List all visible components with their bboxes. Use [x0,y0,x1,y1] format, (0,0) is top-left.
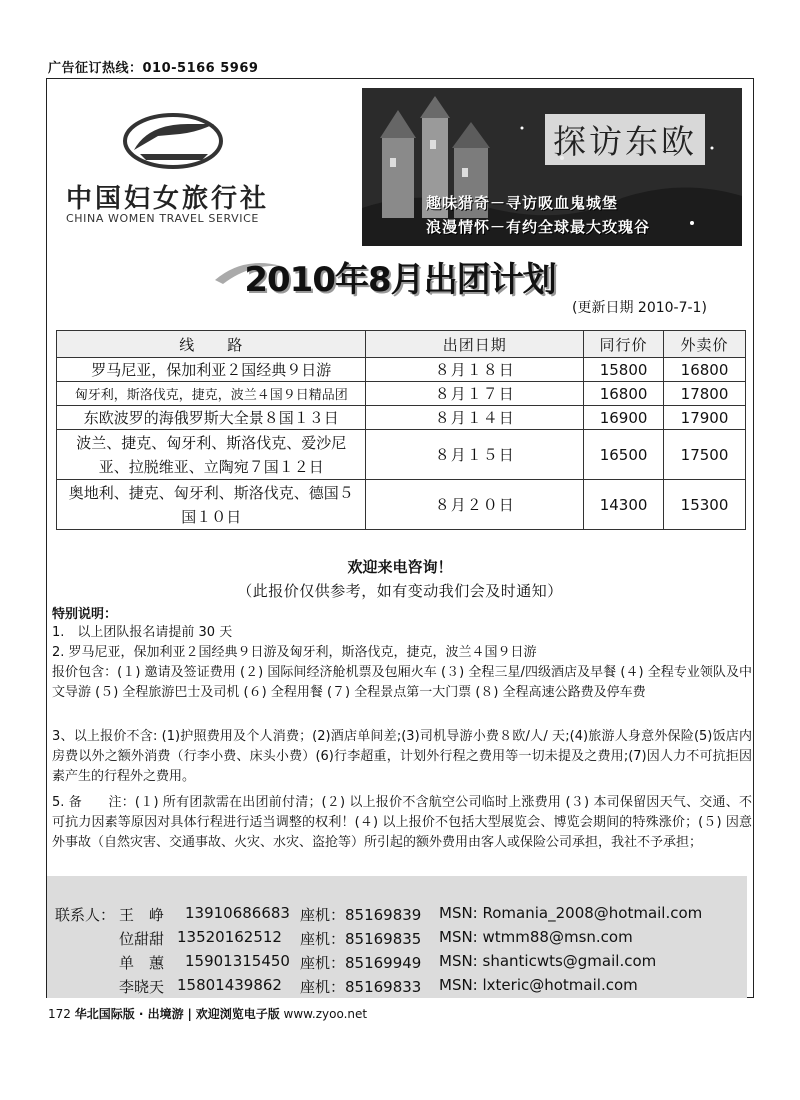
note-2: 2. 罗马尼亚，保加利亚２国经典９日游及匈牙利，斯洛伐克，捷克，波兰４国９日游 [52,645,537,660]
peer-price-cell: 16800 [584,382,664,406]
table-row [57,430,746,480]
route-cell: 匈牙利，斯洛伐克，捷克，波兰４国９日精品团 [57,382,366,406]
header-date: 出团日期 [366,331,584,358]
retail-price-cell: 17800 [664,382,746,406]
travel-service-emblem-icon [118,110,228,172]
tour-schedule-table [56,330,746,530]
retail-price-cell: 15300 [664,480,746,530]
footer-url: www.zyoo.net [283,1007,368,1021]
note-1: 1. 以上团队报名请提前 30 天 [52,625,233,640]
contact-msn: MSN: Romania_2008@hotmail.com [439,904,703,922]
table-row [57,358,746,382]
date-cell: ８月１５日 [366,430,584,480]
table-row [57,382,746,406]
notes-heading: 特别说明： [52,607,118,622]
contact-msn: MSN: wtmm88@msn.com [439,928,633,946]
route-cell: 波兰、捷克、匈牙利、斯洛伐克、爱沙尼亚、拉脱维亚、立陶宛７国１２日 [57,430,366,480]
contact-name: 单 蕙 [119,954,165,972]
retail-price-cell: 16800 [664,358,746,382]
contact-mobile: 13520162512 [177,928,282,946]
peer-price-cell: 16900 [584,406,664,430]
date-cell: ８月１８日 [366,358,584,382]
table-header-row [57,331,746,358]
footer-separator: | [187,1007,192,1021]
footer-section: 华北国际版 · 出境游 [74,1007,184,1021]
contact-name: 李晓天 [119,978,165,996]
disclaimer-text: （此报价仅供参考，如有变动我们会及时通知） [237,582,563,600]
welcome-text: 欢迎来电咨询！ [347,558,453,576]
page-footer [48,1005,367,1022]
contact-mobile: 15801439862 [177,976,282,994]
retail-price-cell: 17900 [664,406,746,430]
header-retail-price: 外卖价 [664,331,746,358]
route-cell: 奥地利、捷克、匈牙利、斯洛伐克、德国５国１０日 [57,480,366,530]
date-cell: ８月２０日 [366,480,584,530]
contacts-panel [47,876,747,998]
header-peer-price: 同行价 [584,331,664,358]
peer-price-cell: 15800 [584,358,664,382]
peer-price-cell: 14300 [584,480,664,530]
ad-hotline: 广告征订热线：010-5166 5969 [48,61,259,76]
date-cell: ８月１７日 [366,382,584,406]
route-cell: 东欧波罗的海俄罗斯大全景８国１３日 [57,406,366,430]
peer-price-cell: 16500 [584,430,664,480]
footer-tagline: 欢迎浏览电子版 [195,1007,280,1021]
update-date: (更新日期 2010-7-1) [572,300,707,316]
note-3: 报价包含：(１) 邀请及签证费用 (２) 国际间经济舱机票及包厢火车 (３) 全程三星/四级酒店及早餐 (４) 全程专业领队及中文导游 (５) 全程旅游巴士及司机 (６) 全程用餐 (７) 全程景点第一大门票 (８) 全程高速公路费及停车费 [52,665,752,700]
logo [62,110,270,230]
contact-phone: 座机：85169949 [300,954,422,972]
note-4: 3、以上报价不含: (1)护照费用及个人消费；(2)酒店单间差;(3)司机导游小费８欧/人/ 天;(4)旅游人身意外保险(5)饭店内房费以外之额外消费（行李小费、床头小费）(6)行李超重，计划外行程之费用等一切未提及之费用;(7)因人力不可抗拒因素产生的行程外之费用。 [52,729,752,784]
table-row [57,480,746,530]
contact-mobile: 13910686683 [185,904,290,922]
contact-phone: 座机：85169835 [300,930,422,948]
route-cell: 罗马尼亚，保加利亚２国经典９日游 [57,358,366,382]
promo-banner [362,88,742,246]
logo-name-en: CHINA WOMEN TRAVEL SERVICE [66,212,259,225]
contact-name: 王 峥 [119,906,165,924]
logo-name-cn: 中国妇女旅行社 [66,184,270,214]
contact-msn: MSN: lxteric@hotmail.com [439,976,638,994]
retail-price-cell: 17500 [664,430,746,480]
header-route: 线 路 [57,331,366,358]
contacts-label: 联系人： [55,906,116,924]
contact-mobile: 15901315450 [185,952,290,970]
banner-line-2: 浪漫情怀－有约全球最大玫瑰谷 [426,218,651,236]
contact-phone: 座机：85169839 [300,906,422,924]
table-row [57,406,746,430]
contact-phone: 座机：85169833 [300,978,422,996]
banner-line-1: 趣味猎奇－寻访吸血鬼城堡 [426,194,619,212]
page-title: 2010年8月出团计划 [244,260,556,300]
contact-msn: MSN: shanticwts@gmail.com [439,952,657,970]
note-5: 5. 备 注：(１) 所有团款需在出团前付清；(２) 以上报价不含航空公司临时上涨费用 (３) 本司保留因天气、交通、不可抗力因素等原因对具体行程进行适当调整的权利！(４) 以上报价不包括大型展览会、博览会期间的特殊涨价；(５) 因意外事故（自然灾害、交通事故、火灾、水灾、盗抢等）所引起的额外费用由客人或保险公司承担，我社不予承担； [52,795,752,850]
banner-title: 探访东欧 [545,114,705,165]
page-number: 172 [48,1007,71,1021]
date-cell: ８月１４日 [366,406,584,430]
contact-name: 位甜甜 [119,930,165,948]
